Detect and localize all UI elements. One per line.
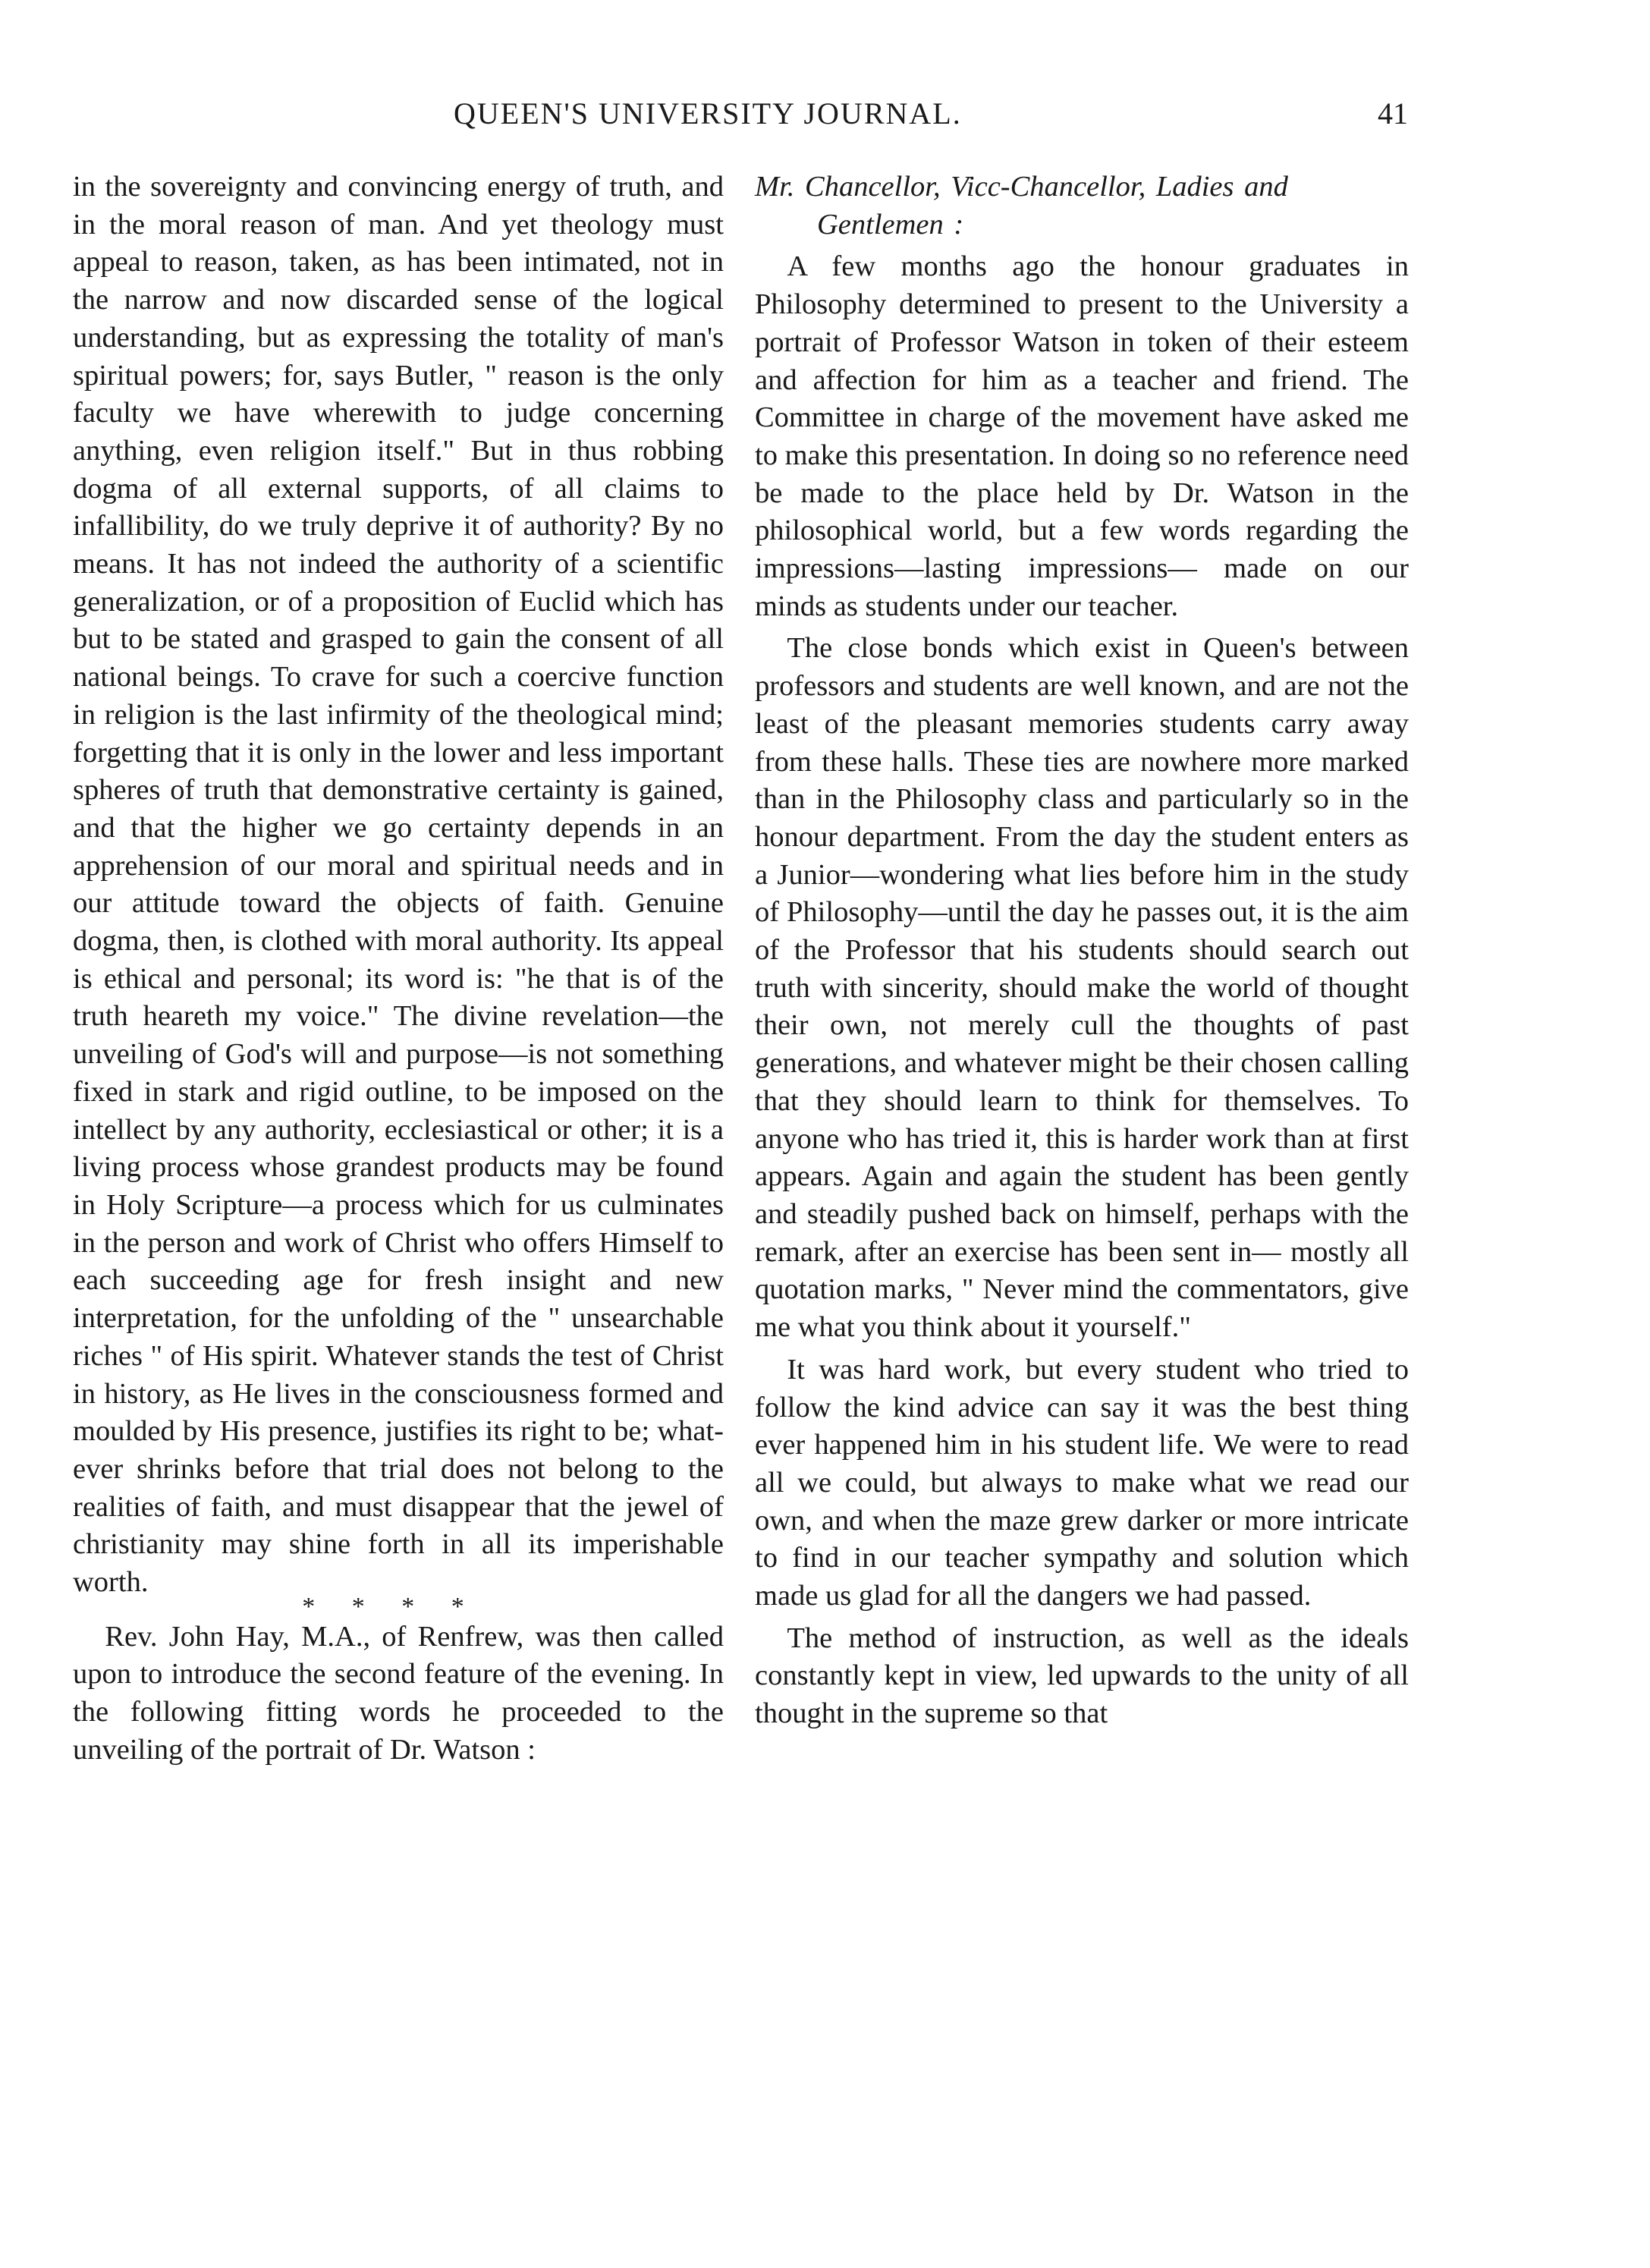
separator-asterisk: * bbox=[351, 1592, 365, 1621]
separator-asterisk: * bbox=[302, 1592, 316, 1621]
page-number: 41 bbox=[1378, 96, 1408, 131]
right-paragraph-2: The close bonds which exist in Queen's between professors and students are well known, and are not the least of the pleasant memories students carry away from these halls. These ties are nowhere more marked than in the Philosophy class and particularly so in the honour department. From the day the student enters as a Junior—wondering what lies before him in the study of Philosophy—until the day he passes out, it is the aim of the Professor that his students should search out truth with sincerity, should make the world of thought their own, not merely cull the thoughts of past generations, and whatever might be their chosen calling that they should learn to think for themselves. To anyone who has tried it, this is harder work than at first appears. Again and again the student has been gently and steadily pushed back on himself, perhaps with the remark, after an exercise has been sent in— mostly all quotation marks, " Never mind the commentators, give me what you think about it yourself." bbox=[755, 632, 1409, 1344]
left-column bbox=[73, 168, 724, 1774]
right-paragraph-3: It was hard work, but every student who tried to follow the kind advice can say it was the best thing ever happened him in his student life. We were to read all we could, but always to make what we read our own, and when the maze grew darker or more intricate to find in our teacher sympathy and solution which made us glad for all the dangers we had passed. bbox=[755, 1353, 1409, 1612]
left-paragraph-1: in the sovereignty and convincing energy of truth, and in the moral reason of man. And yet theology must appeal to reason, taken, as has been intimated, not in the narrow and now discarded sense of the logical understanding, but as expressing the totality of man's spiritual powers; for, says Butler, " reason is the only faculty we have wherewith to judge concerning anything, even religion itself." But in thus robbing dogma of all external supports, of all claims to infallibility, do we truly deprive it of authority? By no means. It has not indeed the authority of a scientific generalization, or of a proposition of Euclid which has but to be stated and grasped to gain the consent of all national beings. To crave for such a coercive function in religion is the last infirmity of the theological mind; forgetting that it is only in the lower and less important spheres of truth that demonstrative certainty is gained, and that the higher we go certainty depends in an apprehension of our moral and spiritual needs and in our attitude toward the objects of faith. Genuine dogma, then, is clothed with moral authority. Its appeal is ethical and personal; its word is: "he that is of the truth heareth my voice." The divine revelation—the unveiling of God's will and purpose—is not something fixed in stark and rigid outline, to be imposed on the intellect by any authority, ecclesiastical or other; it is a living process whose grandest products may be found in Holy Scripture—a process which for us culminates in the person and work of Christ who offers Himself to each succeeding age for fresh insight and new interpretation, for the unfolding of the " unsearchable riches " of His spirit. Whatever stands the test of Christ in history, as He lives in the consciousness formed and moulded by His presence, justifies its right to be; whatever shrinks before that trial does not belong to the realities of faith, and must disappear that the jewel of christianity may shine forth in all its imperishable worth. bbox=[73, 171, 724, 1599]
left-paragraph-2: Rev. John Hay, M.A., of Renfrew, was then called upon to introduce the second feature of the evening. In the following fitting words he proceeded to the unveiling of the portrait of Dr. Watson : bbox=[73, 1620, 724, 1766]
right-column bbox=[755, 168, 1409, 1738]
right-paragraph-4: The method of instruction, as well as the ideals constantly kept in view, led upwards to the unity of all thought in the supreme so that bbox=[755, 1622, 1409, 1730]
journal-title: QUEEN'S UNIVERSITY JOURNAL. bbox=[454, 96, 962, 131]
section-separator bbox=[73, 1592, 724, 1621]
separator-asterisk: * bbox=[451, 1592, 464, 1621]
right-paragraph-1: A few months ago the honour graduates in Philosophy determined to present to the University a portrait of Professor Watson in token of their esteem and affection for him as a teacher and friend. The Committee in charge of the movement have asked me to make this presentation. In doing so no reference need be made to the place held by Dr. Watson in the philosophical world, but a few words regarding the impressions—lasting impressions— made on our minds as students under our teacher. bbox=[755, 250, 1409, 622]
separator-asterisk: * bbox=[401, 1592, 415, 1621]
salutation: Mr. Chancellor, Vicc-Chancellor, Ladies and Gentlemen : bbox=[755, 171, 1288, 241]
